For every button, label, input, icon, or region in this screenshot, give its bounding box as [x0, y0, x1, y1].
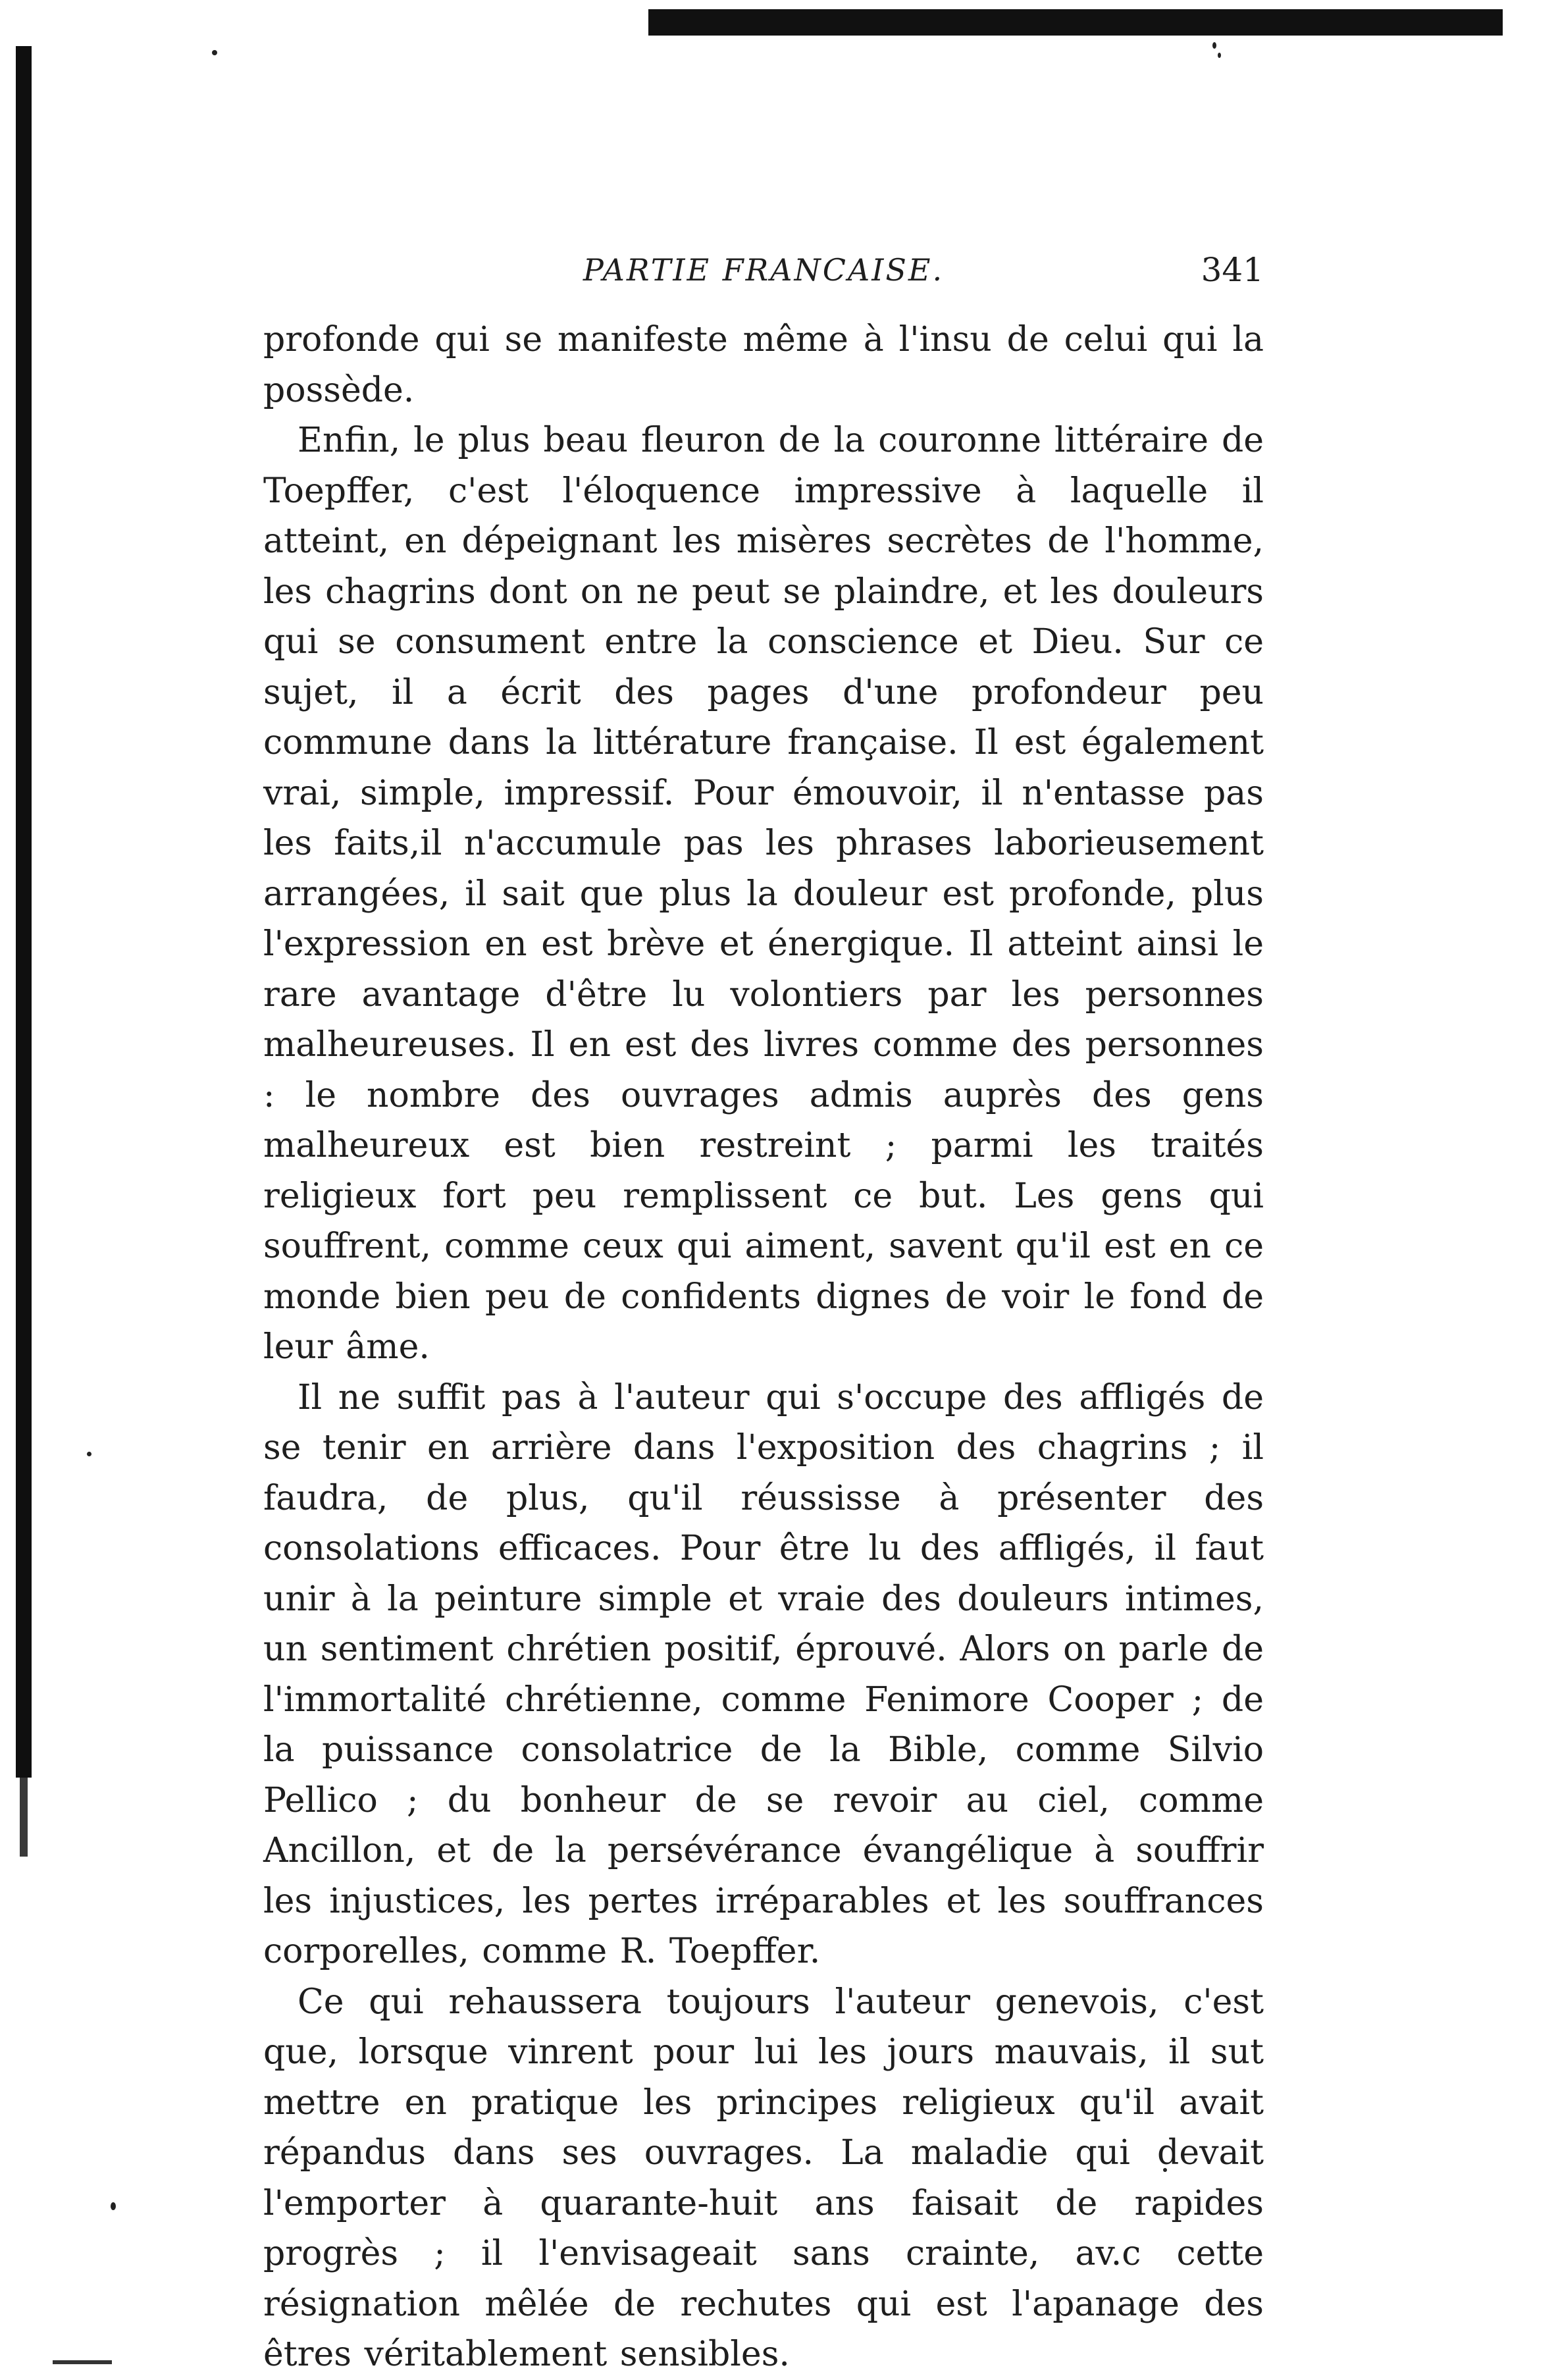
scan-top-rule — [648, 9, 1503, 36]
scan-top-rule-thin — [648, 26, 1503, 29]
scan-speck — [1212, 42, 1216, 49]
paragraph: Ce qui rehaussera toujours l'auteur genevois, c'est que, lorsque vinrent pour lui les jours mauvais, il sut mettre en pratique les principes religieux qu'il avait répandus dans ses ouvrages. La maladie qui devait l'emporter à quarante-huit ans faisait de rapides progrès ; il l'envisageait sans crainte, av.c cette résignation mêlée de rechutes qui est l'apanage des êtres véritablement sensibles. — [263, 1982, 1264, 2374]
paragraph-continuation: profonde qui se manifeste même à l'insu de celui qui la possède. — [263, 320, 1264, 410]
scan-speck — [111, 2202, 116, 2210]
scan-left-edge-bar — [16, 46, 32, 1778]
body-text — [263, 315, 1264, 2380]
paragraph: Il ne suffit pas à l'auteur qui s'occupe des affligés de se tenir en arrière dans l'exposition des chagrins ; il faudra, de plus, qu'il réussisse à présenter des consolations efficaces. Pour être lu des affligés, il faut unir à la peinture simple et vraie des douleurs intimes, un sentiment chrétien positif, éprouvé. Alors on parle de l'immortalité chrétienne, comme Fenimore Cooper ; de la puissance consolatrice de la Bible, comme Silvio Pellico ; du bonheur de se revoir au ciel, comme Ancillon, et de la persévérance évangélique à souffrir les injustices, les pertes irréparables et les souffrances corporelles, comme R. Toepffer. — [263, 1377, 1264, 1971]
scan-left-edge-bar-lower — [20, 1778, 28, 1857]
scan-speck — [1218, 53, 1221, 58]
scan-speck — [212, 50, 217, 55]
page-number: 341 — [1201, 251, 1264, 289]
scan-bottom-mark — [53, 2360, 112, 2364]
page-header — [263, 250, 1264, 303]
running-head: PARTIE FRANCAISE. — [583, 252, 945, 288]
paragraph: Enfin, le plus beau fleuron de la couronne littéraire de Toepffer, c'est l'éloquence impressive à laquelle il atteint, en dépeignant les misères secrètes de l'homme, les chagrins dont on ne peut se plaindre, et les douleurs qui se consument entre la conscience et Dieu. Sur ce sujet, il a écrit des pages d'une profondeur peu commune dans la littérature française. Il est également vrai, simple, impressif. Pour émouvoir, il n'entasse pas les faits,il n'accumule pas les phrases laborieusement arrangées, il sait que plus la douleur est profonde, plus l'expression en est brève et énergique. Il atteint ainsi le rare avantage d'être lu volontiers par les personnes malheureuses. Il en est des livres comme des personnes : le nombre des ouvrages admis auprès des gens malheureux est bien restreint ; parmi les traités religieux fort peu remplissent ce but. Les gens qui souffrent, comme ceux qui aiment, savent qu'il est en ce monde bien peu de confidents dignes de voir le fond de leur âme. — [263, 421, 1264, 1367]
scan-speck — [87, 1452, 91, 1456]
